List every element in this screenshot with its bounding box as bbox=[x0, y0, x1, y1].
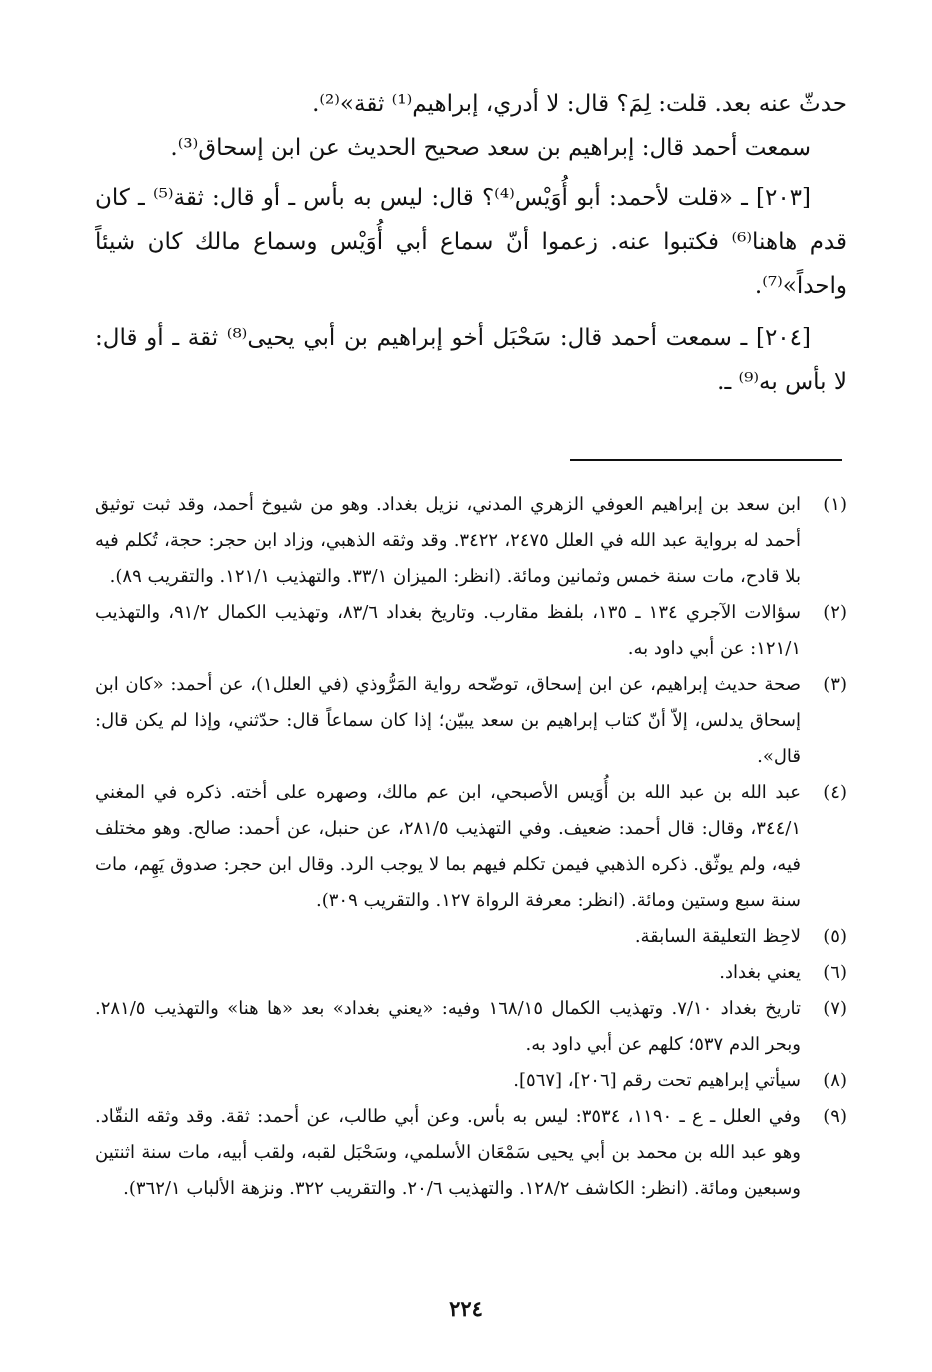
footnote-number: (٦) bbox=[823, 962, 847, 983]
footnote-2 bbox=[95, 595, 847, 667]
footnote-text: عبد الله بن عبد الله بن أُوَيس الأصبحي، ابن عم مالك، وصهره على أخته. ذكره في المغني ٣٤٤/١، وقال: قال أحمد: ضعيف. وفي التهذيب ٢٨١/٥، عن حنبل، عن أحمد: صالح. وهو مختلف فيه، ولم يوثّق. ذكره الذهبي فيمن تكلم فيهم بما لا يوجب الرد. وقال ابن حجر: صدوق يَهِم، مات سنة سبع وستين ومائة. (انظر: معرفة الرواة ١٢٧. والتقريب ٣٠٩). bbox=[95, 782, 801, 911]
footnote-text: سيأتي إبراهيم تحت رقم [٢٠٦]، [٥٦٧]. bbox=[513, 1070, 801, 1091]
page-number: ٢٢٤ bbox=[449, 1296, 483, 1321]
entry-203: [٢٠٣] ـ «قلت لأحمد: أبو أُوَيْس⁽⁴⁾؟ قال: ليس به بأس ـ أو قال: ثقة⁽⁵⁾ ـ كان قدم هاهنا⁽⁶⁾ فكتبوا عنه. زعموا أنّ سماع أبي أُوَيْس وسماع مالك كان شيئاً واحداً»⁽⁷⁾. bbox=[95, 185, 848, 299]
footnote-number: (٣) bbox=[823, 674, 847, 695]
footnote-6 bbox=[95, 955, 847, 991]
footnote-number: (٧) bbox=[823, 998, 847, 1019]
footnote-text: صحة حديث إبراهيم، عن ابن إسحاق، توضّحه رواية المَرُّوذي (في العلل١)، عن أحمد: «كان ابن إسحاق يدلس، إلاّ أنّ كتاب إبراهيم بن سعد يبيّن؛ إذا كان سماعاً قال: حدّثني، وإذا لم يكن قال: قال». bbox=[95, 674, 801, 767]
entry-204: [٢٠٤] ـ سمعت أحمد قال: سَحْبَل أخو إبراهيم بن أبي يحيى⁽⁸⁾ ثقة ـ أو قال: لا بأس به⁽⁹⁾ ـ. bbox=[95, 325, 847, 395]
footnote-text: ابن سعد بن إبراهيم العوفي الزهري المدني، نزيل بغداد. وهو من شيوخ أحمد، وقد ثبت توثيق أحمد له برواية عبد الله في العلل ٢٤٧٥، ٣٤٢٢. وقد وثقه الذهبي، وزاد ابن حجر: حجة، تُكلم فيه بلا قادح، مات سنة خمس وثمانين ومائة. (انظر: الميزان ٣٣/١. والتهذيب ١٢١/١. والتقريب ٨٩). bbox=[95, 494, 802, 587]
footnote-text: تاريخ بغداد ٧/١٠. وتهذيب الكمال ١٦٨/١٥ وفيه: «يعني بغداد» بعد «ها هنا» والتهذيب ٢٨١/٥. وبحر الدم ٥٣٧؛ كلهم عن أبي داود به. bbox=[95, 998, 802, 1055]
footnote-text: وفي العلل ـ ع ـ ١١٩٠، ٣٥٣٤: ليس به بأس. وعن أبي طالب، عن أحمد: ثقة. وقد وثقه النقّاد. وهو عبد الله بن محمد بن أبي يحيى سَمْعَان الأسلمي، وسَحْبَل لقبه، ولقب أبيه، مات سنة اثنتين وسبعين ومائة. (انظر: الكاشف ١٢٨/٢. والتهذيب ٢٠/٦. والتقريب ٣٢٢. ونزهة الألباب ٣٦٢/١). bbox=[95, 1106, 801, 1199]
main-text bbox=[95, 82, 847, 404]
footnote-number: (٤) bbox=[823, 782, 847, 803]
footnote-number: (٩) bbox=[823, 1106, 847, 1127]
footnote-number: (٨) bbox=[823, 1070, 847, 1091]
footnote-number: (٥) bbox=[823, 926, 847, 947]
footnotes bbox=[95, 487, 847, 1207]
footnote-text: لاحِظ التعليقة السابقة. bbox=[634, 926, 801, 947]
footnote-divider bbox=[570, 459, 842, 461]
footnote-7 bbox=[95, 991, 847, 1063]
footnote-number: (١) bbox=[823, 494, 847, 515]
footnote-1 bbox=[95, 487, 847, 595]
footnote-text: يعني بغداد. bbox=[719, 962, 801, 983]
footnote-9 bbox=[95, 1099, 847, 1207]
footnote-text: سؤالات الآجري ١٣٤ ـ ١٣٥، بلفظ مقارب. وتاريخ بغداد ٨٣/٦، وتهذيب الكمال ٩١/٢، والتهذيب ١٢١/١: عن أبي داود به. bbox=[95, 602, 801, 659]
main-paragraph-2: سمعت أحمد قال: إبراهيم بن سعد صحيح الحديث عن ابن إسحاق⁽³⁾. bbox=[170, 135, 811, 161]
footnote-4 bbox=[95, 775, 847, 919]
footnote-5 bbox=[95, 919, 847, 955]
footnote-8 bbox=[95, 1063, 847, 1099]
footnote-number: (٢) bbox=[823, 602, 847, 623]
main-paragraph-1: حدثّ عنه بعد. قلت: لِمَ؟ قال: لا أدري، إبراهيم⁽¹⁾ ثقة»⁽²⁾. bbox=[312, 91, 847, 117]
footnote-3 bbox=[95, 667, 847, 775]
